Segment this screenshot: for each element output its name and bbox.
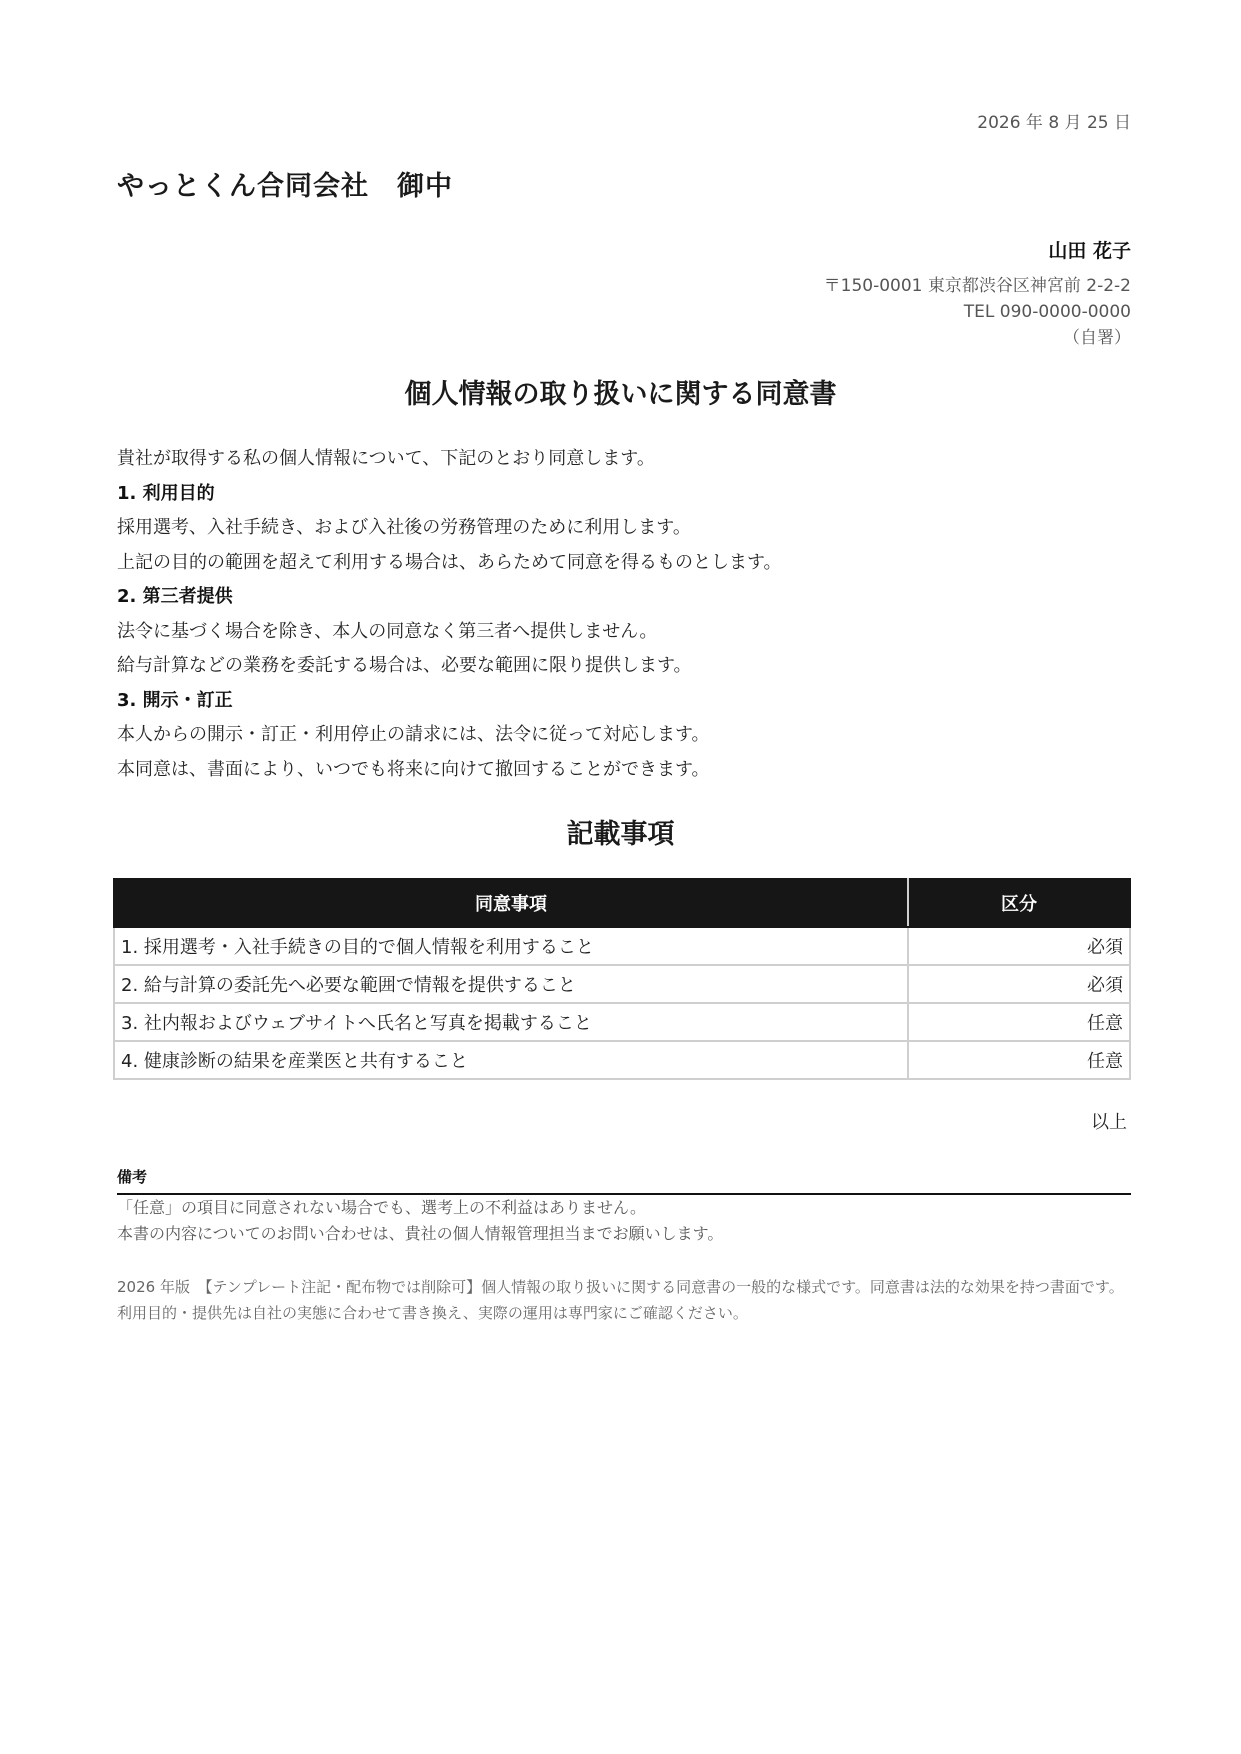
section-line: 本人からの開示・訂正・利用停止の請求には、法令に従って対応します。 <box>117 724 710 745</box>
table-header-row <box>114 879 1130 927</box>
section-line: 給与計算などの業務を委託する場合は、必要な範囲に限り提供します。 <box>117 655 692 676</box>
consent-item: 1. 採用選考・入社手続きの目的で個人情報を利用すること <box>114 927 908 965</box>
column-header-item: 同意事項 <box>114 879 908 927</box>
table-row <box>114 965 1130 1003</box>
recipient-name: やっとくん合同会社 御中 <box>117 171 453 202</box>
table-row <box>114 1041 1130 1079</box>
section-heading: 3. 開示・訂正 <box>117 689 233 711</box>
intro-text: 貴社が取得する私の個人情報について、下記のとおり同意します。 <box>117 448 655 469</box>
consent-kubun: 必須 <box>908 965 1130 1003</box>
sender-block <box>824 236 1131 351</box>
section-heading: 2. 第三者提供 <box>117 586 233 607</box>
closing-text: 以上 <box>1091 1112 1127 1133</box>
notes-section <box>117 1166 1131 1247</box>
items-title: 記載事項 <box>566 819 675 850</box>
document-body <box>117 442 1127 787</box>
table-row <box>114 927 1130 965</box>
note-line: 「任意」の項目に同意されない場合でも、選考上の不利益はありません。 <box>117 1198 646 1217</box>
section-line: 本同意は、書面により、いつでも将来に向けて撤回することができます。 <box>117 758 710 780</box>
consent-item: 2. 給与計算の委託先へ必要な範囲で情報を提供すること <box>114 965 908 1003</box>
document-title: 個人情報の取り扱いに関する同意書 <box>404 379 837 410</box>
sender-address: 〒150-0001 東京都渋谷区神宮前 2-2-2 <box>823 276 1131 296</box>
consent-item: 4. 健康診断の結果を産業医と共有すること <box>114 1041 908 1079</box>
consent-kubun: 必須 <box>908 927 1130 965</box>
section-heading: 1. 利用目的 <box>117 482 215 504</box>
sender-tel: TEL 090-0000-0000 <box>963 302 1131 322</box>
column-header-kubun: 区分 <box>908 879 1130 927</box>
consent-items-table <box>113 878 1131 1080</box>
note-line: 本書の内容についてのお問い合わせは、貴社の個人情報管理担当までお願いします。 <box>117 1224 724 1243</box>
notes-label: 備考 <box>117 1166 1131 1195</box>
consent-kubun: 任意 <box>908 1003 1130 1041</box>
table-row <box>114 1003 1130 1041</box>
document-date: 2026 年 8 月 25 日 <box>977 113 1131 133</box>
section-line: 上記の目的の範囲を超えて利用する場合は、あらためて同意を得るものとします。 <box>117 551 782 573</box>
template-footer-note: 2026 年版 【テンプレート注記・配布物では削除可】個人情報の取り扱いに関する同意書の一般的な様式です。同意書は法的な効果を持つ書面です。利用目的・提供先は自社の実態に合わせて書き換え、実際の運用は専門家にご確認ください。 <box>117 1278 1124 1322</box>
section-line: 採用選考、入社手続き、および入社後の労務管理のために利用します。 <box>117 517 691 538</box>
sender-name: 山田 花子 <box>1048 240 1131 262</box>
consent-item: 3. 社内報およびウェブサイトへ氏名と写真を掲載すること <box>114 1003 908 1041</box>
signature-note: （自署） <box>1063 328 1131 348</box>
section-line: 法令に基づく場合を除き、本人の同意なく第三者へ提供しません。 <box>117 620 658 642</box>
consent-kubun: 任意 <box>908 1041 1130 1079</box>
